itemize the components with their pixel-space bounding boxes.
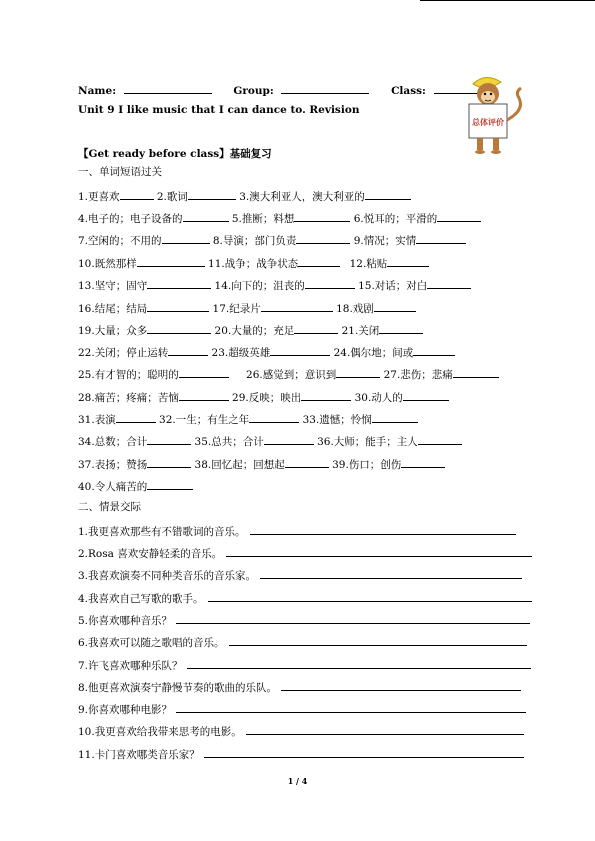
vocab-row: 13.坚守；固守 14.向下的；沮丧的 15.对话；对白 xyxy=(78,277,471,293)
name-field[interactable] xyxy=(124,82,212,94)
answer-line[interactable] xyxy=(187,657,531,669)
dialog-item: 2.Rosa 喜欢安静轻柔的音乐。 xyxy=(78,545,532,561)
vocab-row: 7.空闲的；不用的 8.导演；部门负责 9.情况；实情 xyxy=(78,232,466,248)
header-fields xyxy=(78,82,492,98)
unit-title: Unit 9 I like music that I can dance to. Revision xyxy=(78,104,360,116)
answer-line[interactable] xyxy=(281,679,521,691)
dialog-item: 3.我喜欢演奏不同种类音乐的音乐家。 xyxy=(78,567,522,583)
badge-text: 总体评价 xyxy=(472,118,504,127)
answer-line[interactable] xyxy=(204,746,524,758)
dialog-item: 7.许飞喜欢哪种乐队？ xyxy=(78,657,531,673)
vocab-row: 22.关闭；停止运转 23.超级英雄 24.偶尔地；间或 xyxy=(78,344,455,360)
dialog-item: 6.我喜欢可以随之歌唱的音乐。 xyxy=(78,634,527,650)
answer-line[interactable] xyxy=(176,701,526,713)
vocab-row: 37.表扬；赞扬 38.回忆起；回想起 39.伤口；创伤 xyxy=(78,456,445,472)
dialog-item: 5.你喜欢哪种音乐？ xyxy=(78,612,530,628)
vocab-row: 25.有才智的；聪明的 26.感觉到；意识到 27.悲伤；悲痛 xyxy=(78,366,499,382)
part1-title: 一、单词短语过关 xyxy=(78,166,162,178)
dialog-item: 1.我更喜欢那些有不错歌词的音乐。 xyxy=(78,523,516,539)
dialog-item: 8.他更喜欢演奏宁静慢节奏的歌曲的乐队。 xyxy=(78,679,521,695)
class-label: Class: xyxy=(391,85,426,97)
vocab-row: 16.结尾；结局 17.纪录片 18.戏剧 xyxy=(78,300,416,316)
top-rule xyxy=(420,0,595,1)
vocab-row: 28.痛苦；疼痛；苦恼 29.反映；映出 30.动人的 xyxy=(78,389,449,405)
answer-line[interactable] xyxy=(208,590,532,602)
vocab-row: 34.总数；合计 35.总共；合计 36.大师；能手；主人 xyxy=(78,433,462,449)
answer-line[interactable] xyxy=(226,545,532,557)
dialog-item: 9.你喜欢哪种电影？ xyxy=(78,701,526,717)
vocab-row: 1.更喜欢 2.歌词 3.澳大利亚人，澳大利亚的 xyxy=(78,188,411,204)
vocab-row: 4.电子的；电子设备的 5.推断；料想 6.悦耳的；平滑的 xyxy=(78,210,481,226)
answer-line[interactable] xyxy=(260,567,522,579)
vocab-row: 40.令人痛苦的 xyxy=(78,478,193,494)
group-field[interactable] xyxy=(281,82,369,94)
vocab-row: 10.既然那样 11.战争；战争状态 12.粘贴 xyxy=(78,255,429,271)
answer-line[interactable] xyxy=(246,723,524,735)
group-label: Group: xyxy=(233,85,274,97)
monkey-mascot-icon xyxy=(463,70,533,160)
answer-line[interactable] xyxy=(250,523,516,535)
vocab-row: 19.大量；众多 20.大量的；充足 21.关闭 xyxy=(78,322,423,338)
dialog-item: 4.我喜欢自己写歌的歌手。 xyxy=(78,590,532,606)
part2-title: 二、情景交际 xyxy=(78,501,141,513)
section-heading: 【Get ready before class】基础复习 xyxy=(78,148,272,160)
name-label: Name: xyxy=(78,85,117,97)
dialog-item: 11.卡门喜欢哪类音乐家？ xyxy=(78,746,524,762)
page-number: 1 / 4 xyxy=(287,776,308,786)
vocab-row: 31.表演 32.一生；有生之年 33.遗憾；怜悯 xyxy=(78,411,418,427)
answer-line[interactable] xyxy=(229,634,527,646)
answer-line[interactable] xyxy=(176,612,530,624)
dialog-item: 10.我更喜欢给我带来思考的电影。 xyxy=(78,723,524,739)
